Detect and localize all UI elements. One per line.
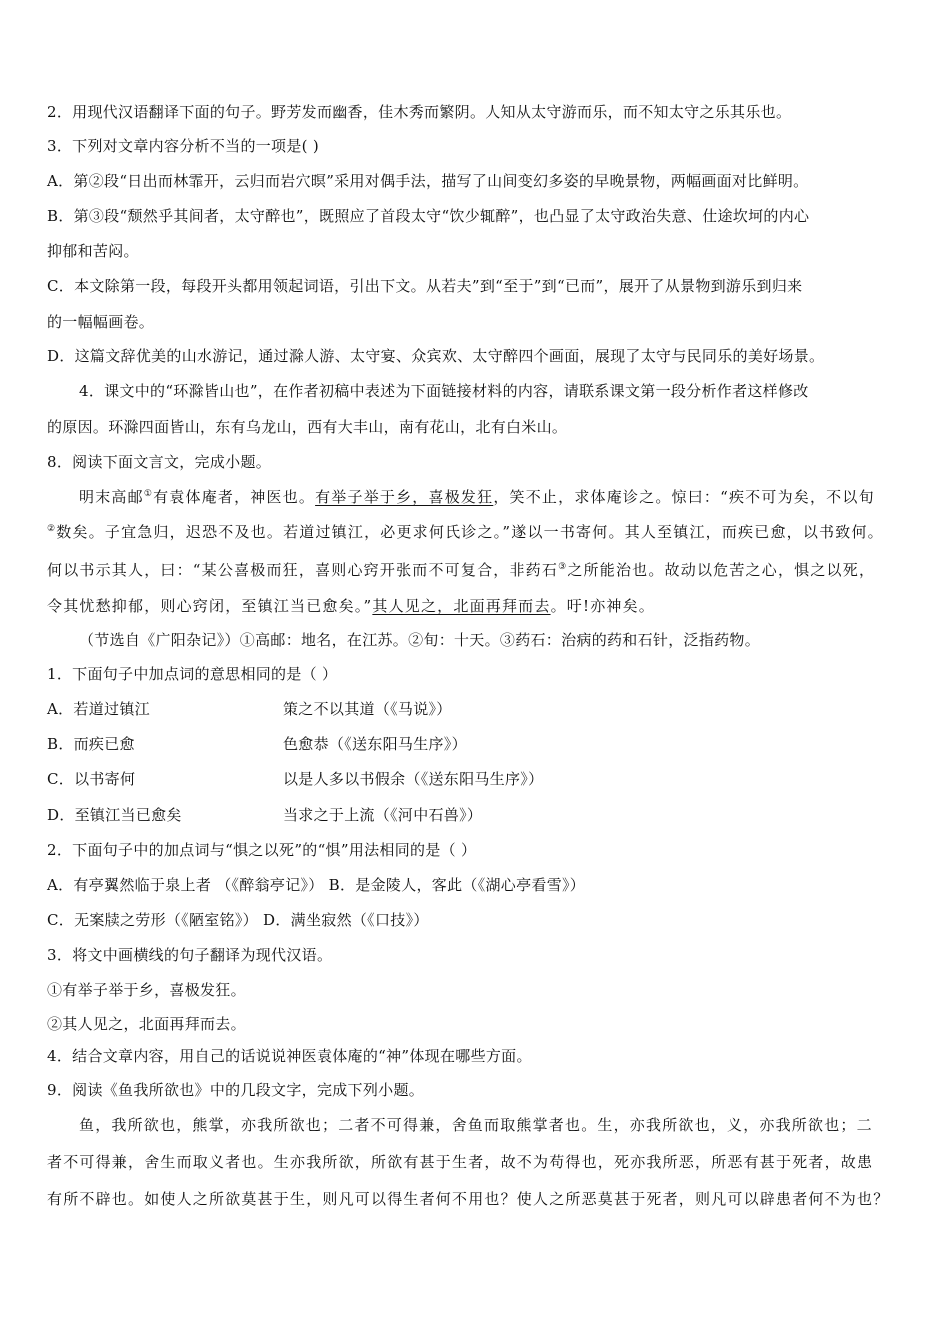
q8-1-option-d: [47, 805, 906, 825]
classical-text-line-1: [79, 487, 906, 507]
text-span: ，笑不止，求体庵诊之。惊曰：“疾不可为矣，不以旬: [493, 488, 875, 506]
q8-2-stem: 2．下面句子中的加点词与“惧之以死”的“惧”用法相同的是（ ）: [47, 841, 477, 859]
option-right: 色愈恭（《送东阳马生序》）: [283, 735, 467, 753]
option-left: D．至镇江当已愈矣: [47, 806, 182, 824]
text-span: 。吁!亦神矣。: [550, 597, 656, 615]
classical-text-line-3: [47, 560, 906, 580]
option-left: B．而疾已愈: [47, 735, 135, 753]
q8-2-options-ab: A．有亭翼然临于泉上者 （《醉翁亭记》） B．是金陵人，客此（《湖心亭看雪》）: [47, 876, 586, 894]
footnotes: （节选自《广阳杂记》）①高邮：地名，在江苏。②旬：十天。③药石：治病的药和石针，泛指药物。: [79, 631, 761, 649]
option-right: 当求之于上流（《河中石兽》）: [283, 806, 483, 824]
classical-text-line-2: [47, 522, 906, 542]
text-span: 之所能治也。故动以危苦之心，惧之以死，: [567, 561, 876, 579]
q8-1-option-a: [47, 699, 906, 719]
option-right: 策之不以其道（《马说》）: [283, 700, 452, 718]
option-left: A．若道过镇江: [47, 700, 150, 718]
q8-1-option-b: [47, 734, 906, 754]
footnote-mark: ②: [47, 524, 57, 534]
option-b-cont: 抑郁和苦闷。: [47, 242, 139, 260]
footnote-mark: ③: [558, 562, 568, 572]
option-c: C．本文除第一段，每段开头都用领起词语，引出下文。从若夫”到“至于”到“已而”，展开了从景物到游乐到归来: [47, 277, 803, 295]
q8-1-stem: 1．下面句子中加点词的意思相同的是（ ）: [47, 665, 338, 683]
q8-1-option-c: [47, 769, 906, 789]
text-span: 数矣。子宜急归，迟恐不及也。若道过镇江，必更求何氏诊之。”遂以一书寄何。其人至镇江，而疾已愈，以书致何。: [56, 523, 884, 541]
section-8-heading: 8．阅读下面文言文，完成小题。: [47, 453, 272, 471]
q8-3-item-1: ①有举子举于乡，喜极发狂。: [47, 981, 246, 999]
option-left: C．以书寄何: [47, 770, 136, 788]
text-span: 明末高邮: [79, 488, 144, 506]
text-span: 令其忧愁抑郁，则心窍闭，至镇江当已愈矣。”: [47, 597, 373, 615]
mencius-text-line-3: 有所不辟也。如使人之所欲莫甚于生，则凡可以得生者何不用也？使人之所恶莫甚于死者，则凡可以辟患者何不为也？: [47, 1190, 890, 1208]
question-4-cont: 的原因。环滁四面皆山，东有乌龙山，西有大丰山，南有花山，北有白米山。: [47, 418, 568, 436]
underlined-sentence: 有举子举于乡，喜极发狂: [315, 488, 494, 506]
option-c-cont: 的一幅幅画卷。: [47, 313, 155, 331]
q8-3-stem: 3．将文中画横线的句子翻译为现代汉语。: [47, 946, 333, 964]
text-span: 何以书示其人，曰：“某公喜极而狂，喜则心窍开张而不可复合，非药石: [47, 561, 559, 579]
footnote-mark: ①: [143, 489, 154, 499]
classical-text-line-4: [47, 596, 906, 616]
option-a: A．第②段“日出而林霏开，云归而岩穴暝”采用对偶手法，描写了山间变幻多姿的早晚景物，两幅画面对比鲜明。: [47, 172, 809, 190]
q8-3-item-2: ②其人见之，北面再拜而去。: [47, 1015, 246, 1033]
mencius-text-line-1: 鱼，我所欲也，熊掌，亦我所欲也；二者不可得兼，舍鱼而取熊掌者也。生，亦我所欲也，义，亦我所欲也；二: [79, 1116, 873, 1134]
question-4-stem: 4．课文中的“环滁皆山也”，在作者初稿中表述为下面链接材料的内容，请联系课文第一段分析作者这样修改: [79, 382, 809, 400]
q8-2-options-cd: C．无案牍之劳形（《陋室铭》） D．满坐寂然（《口技》）: [47, 911, 429, 929]
text-span: 有袁体庵者，神医也。: [153, 488, 316, 506]
mencius-text-line-2: 者不可得兼，舍生而取义者也。生亦我所欲，所欲有甚于生者，故不为苟得也，死亦我所恶，所恶有甚于死者，故患: [47, 1153, 874, 1171]
option-right: 以是人多以书假余（《送东阳马生序》）: [283, 770, 544, 788]
option-d: D．这篇文辞优美的山水游记，通过滁人游、太守宴、众宾欢、太守醉四个画面，展现了太守与民同乐的美好场景。: [47, 347, 825, 365]
section-9-heading: 9．阅读《鱼我所欲也》中的几段文字，完成下列小题。: [47, 1081, 425, 1099]
underlined-sentence: 其人见之，北面再拜而去: [372, 597, 551, 615]
q8-4-stem: 4．结合文章内容，用自己的话说说神医袁体庵的“神”体现在哪些方面。: [47, 1047, 532, 1065]
question-2-translate: 2．用现代汉语翻译下面的句子。野芳发而幽香，佳木秀而繁阴。人知从太守游而乐，而不知太守之乐其乐也。: [47, 103, 792, 121]
question-3-stem: 3．下列对文章内容分析不当的一项是( ): [47, 137, 320, 155]
option-b: B．第③段“颓然乎其间者，太守醉也”，既照应了首段太守“饮少辄醉”，也凸显了太守政治失意、仕途坎坷的内心: [47, 207, 810, 225]
